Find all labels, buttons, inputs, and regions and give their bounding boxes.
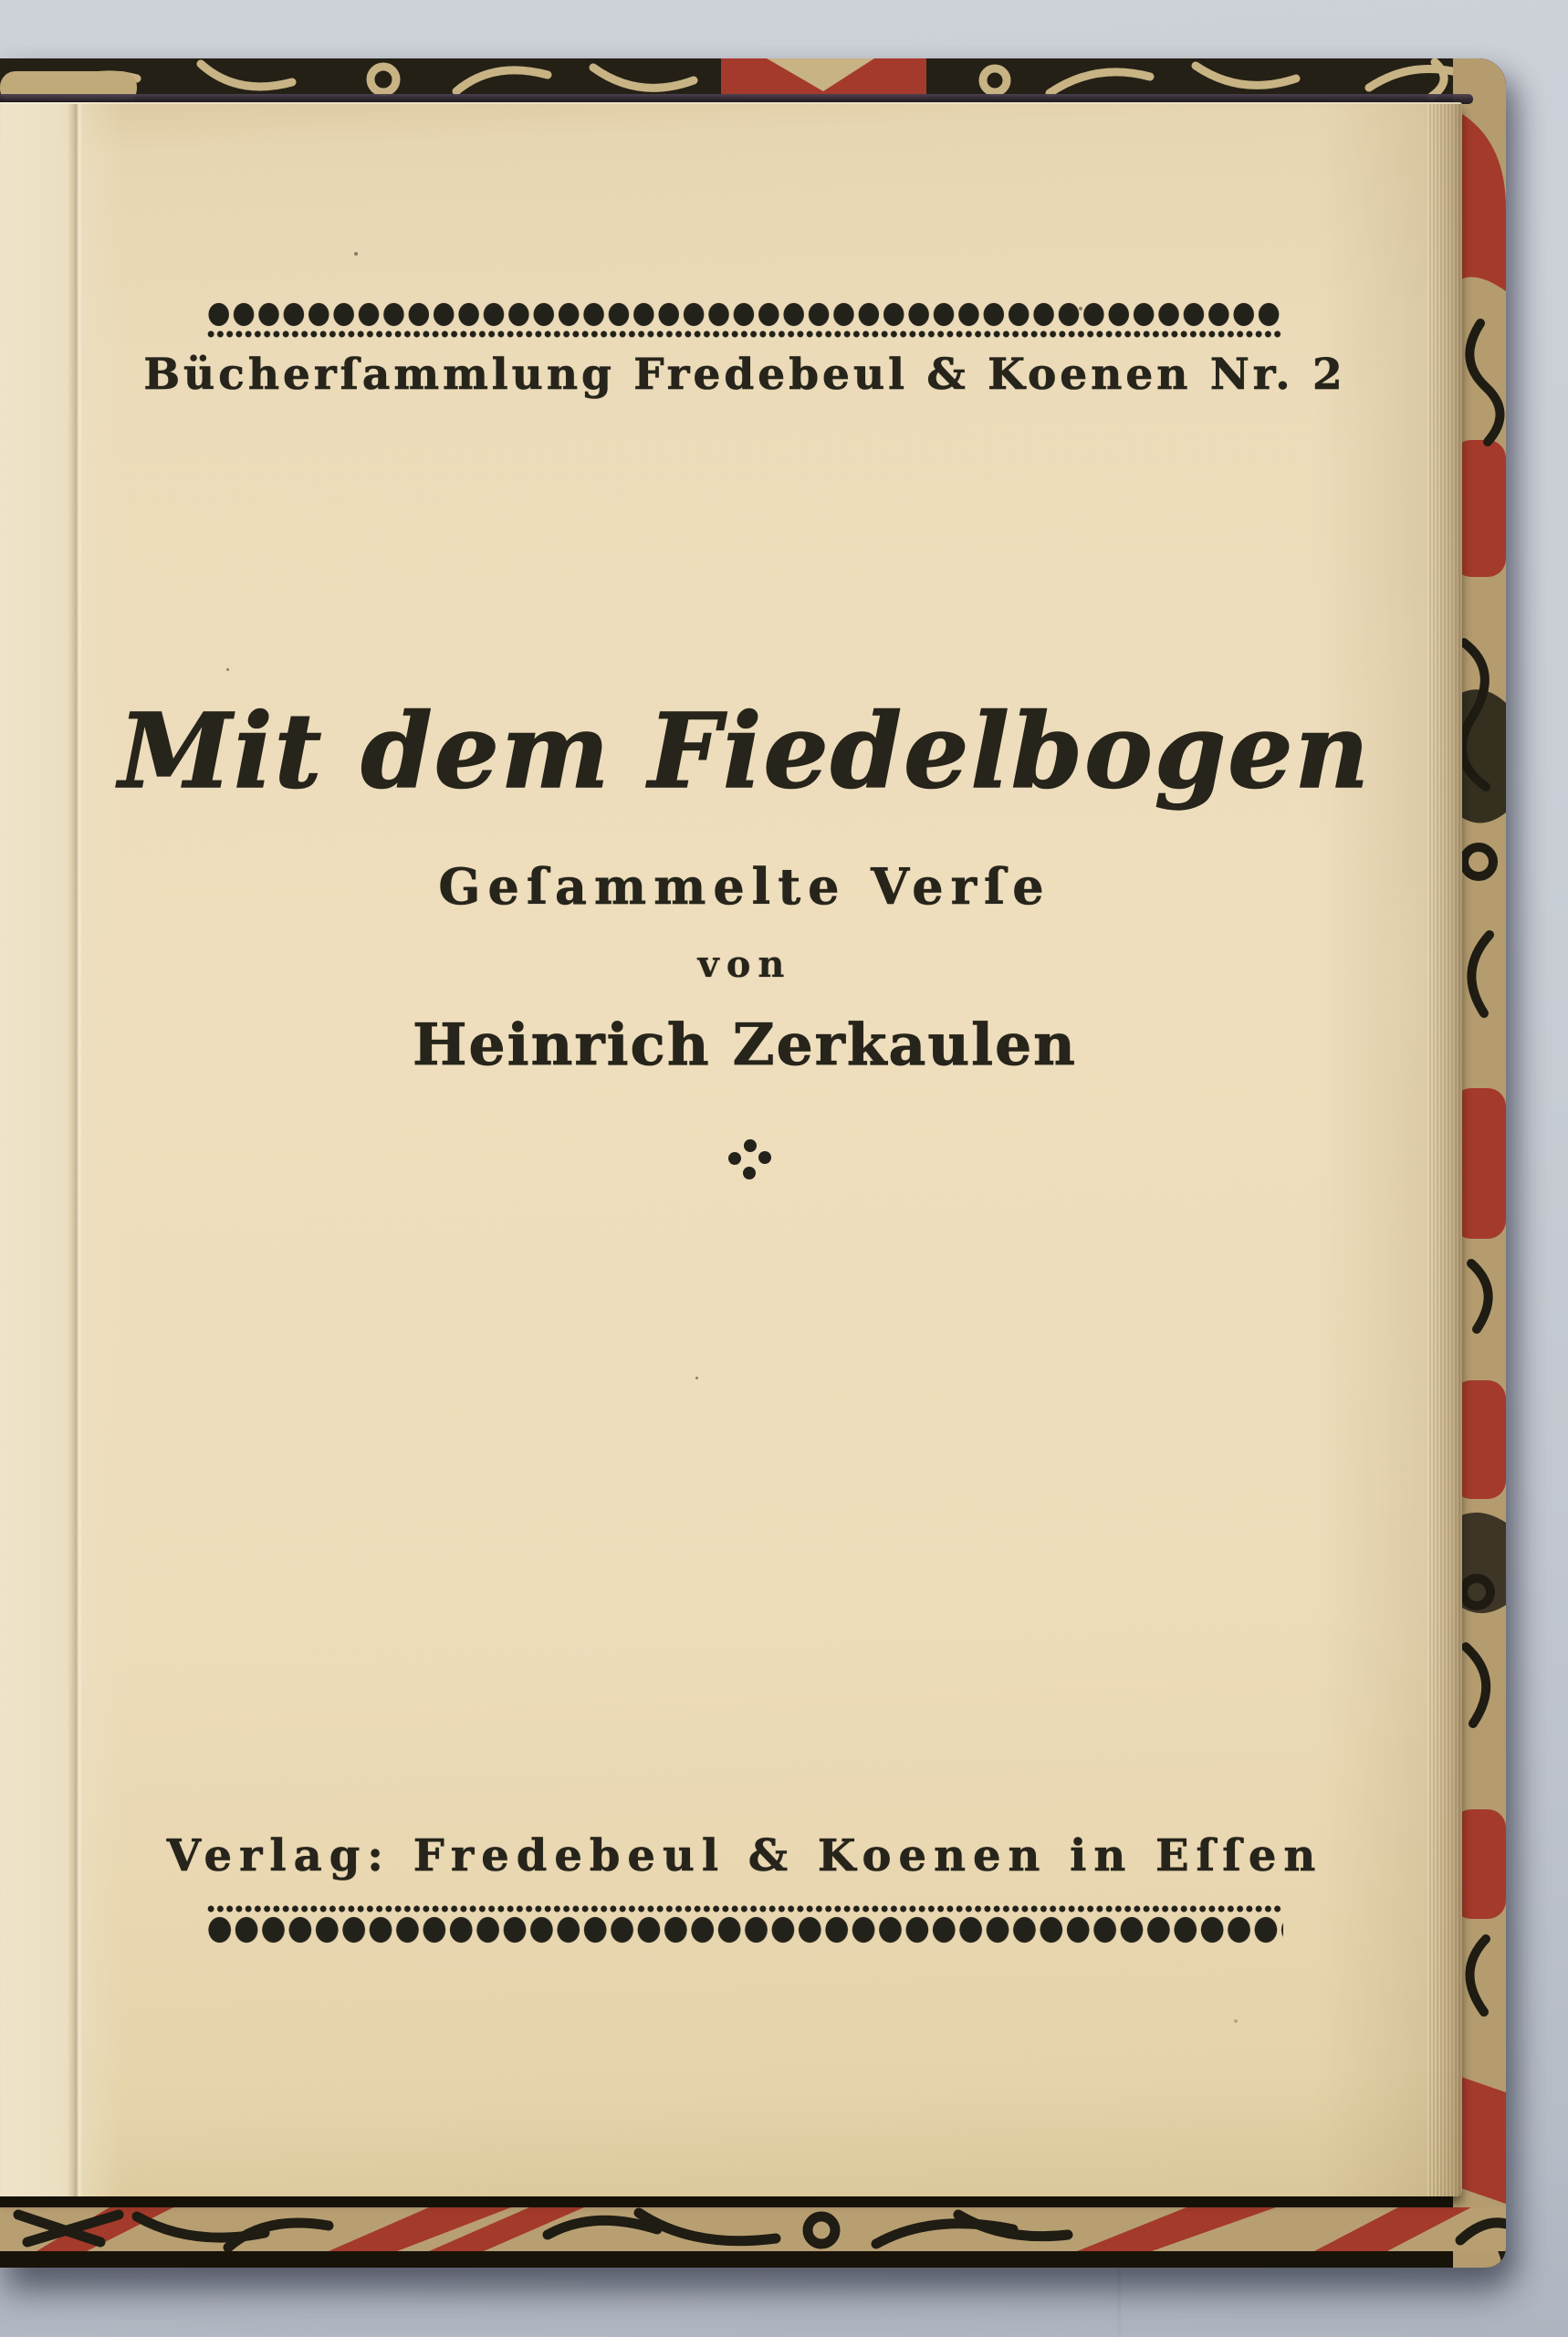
series-line: Bücherſammlung Fredebeul & Koenen Nr. 2 xyxy=(143,350,1346,400)
author-name: Heinrich Zerkaulen xyxy=(413,1011,1077,1078)
dotted-border-top xyxy=(27,302,1462,339)
paper-speck xyxy=(695,1377,698,1379)
ornament-dot xyxy=(728,1152,741,1165)
subtitle: Geſammelte Verſe xyxy=(438,857,1051,916)
dotted-border-bottom xyxy=(27,1904,1462,1944)
byline-von: von xyxy=(697,943,792,986)
ornament-dot xyxy=(758,1151,771,1164)
dotted-rule-large-row xyxy=(206,1916,1283,1944)
ornament-dot xyxy=(743,1167,756,1179)
book-title: Mit dem Fiedelbogen xyxy=(119,692,1371,812)
dotted-rule-large-row xyxy=(206,302,1283,327)
title-page xyxy=(0,102,1462,2196)
imprint-line: Verlag: Fredebeul & Koenen in Eſſen xyxy=(166,1830,1323,1881)
marbled-paper-bottom-edge xyxy=(0,2207,1506,2251)
dotted-rule-small-row xyxy=(206,330,1283,339)
dotted-rule-small-row xyxy=(206,1904,1283,1913)
diamond-dots xyxy=(728,1139,772,1181)
ornament-dot xyxy=(744,1139,757,1152)
paper-speck xyxy=(354,252,358,256)
four-dot-diamond-ornament xyxy=(27,1139,1462,1181)
paper-speck xyxy=(226,668,229,671)
paper-speck xyxy=(1234,2019,1238,2023)
